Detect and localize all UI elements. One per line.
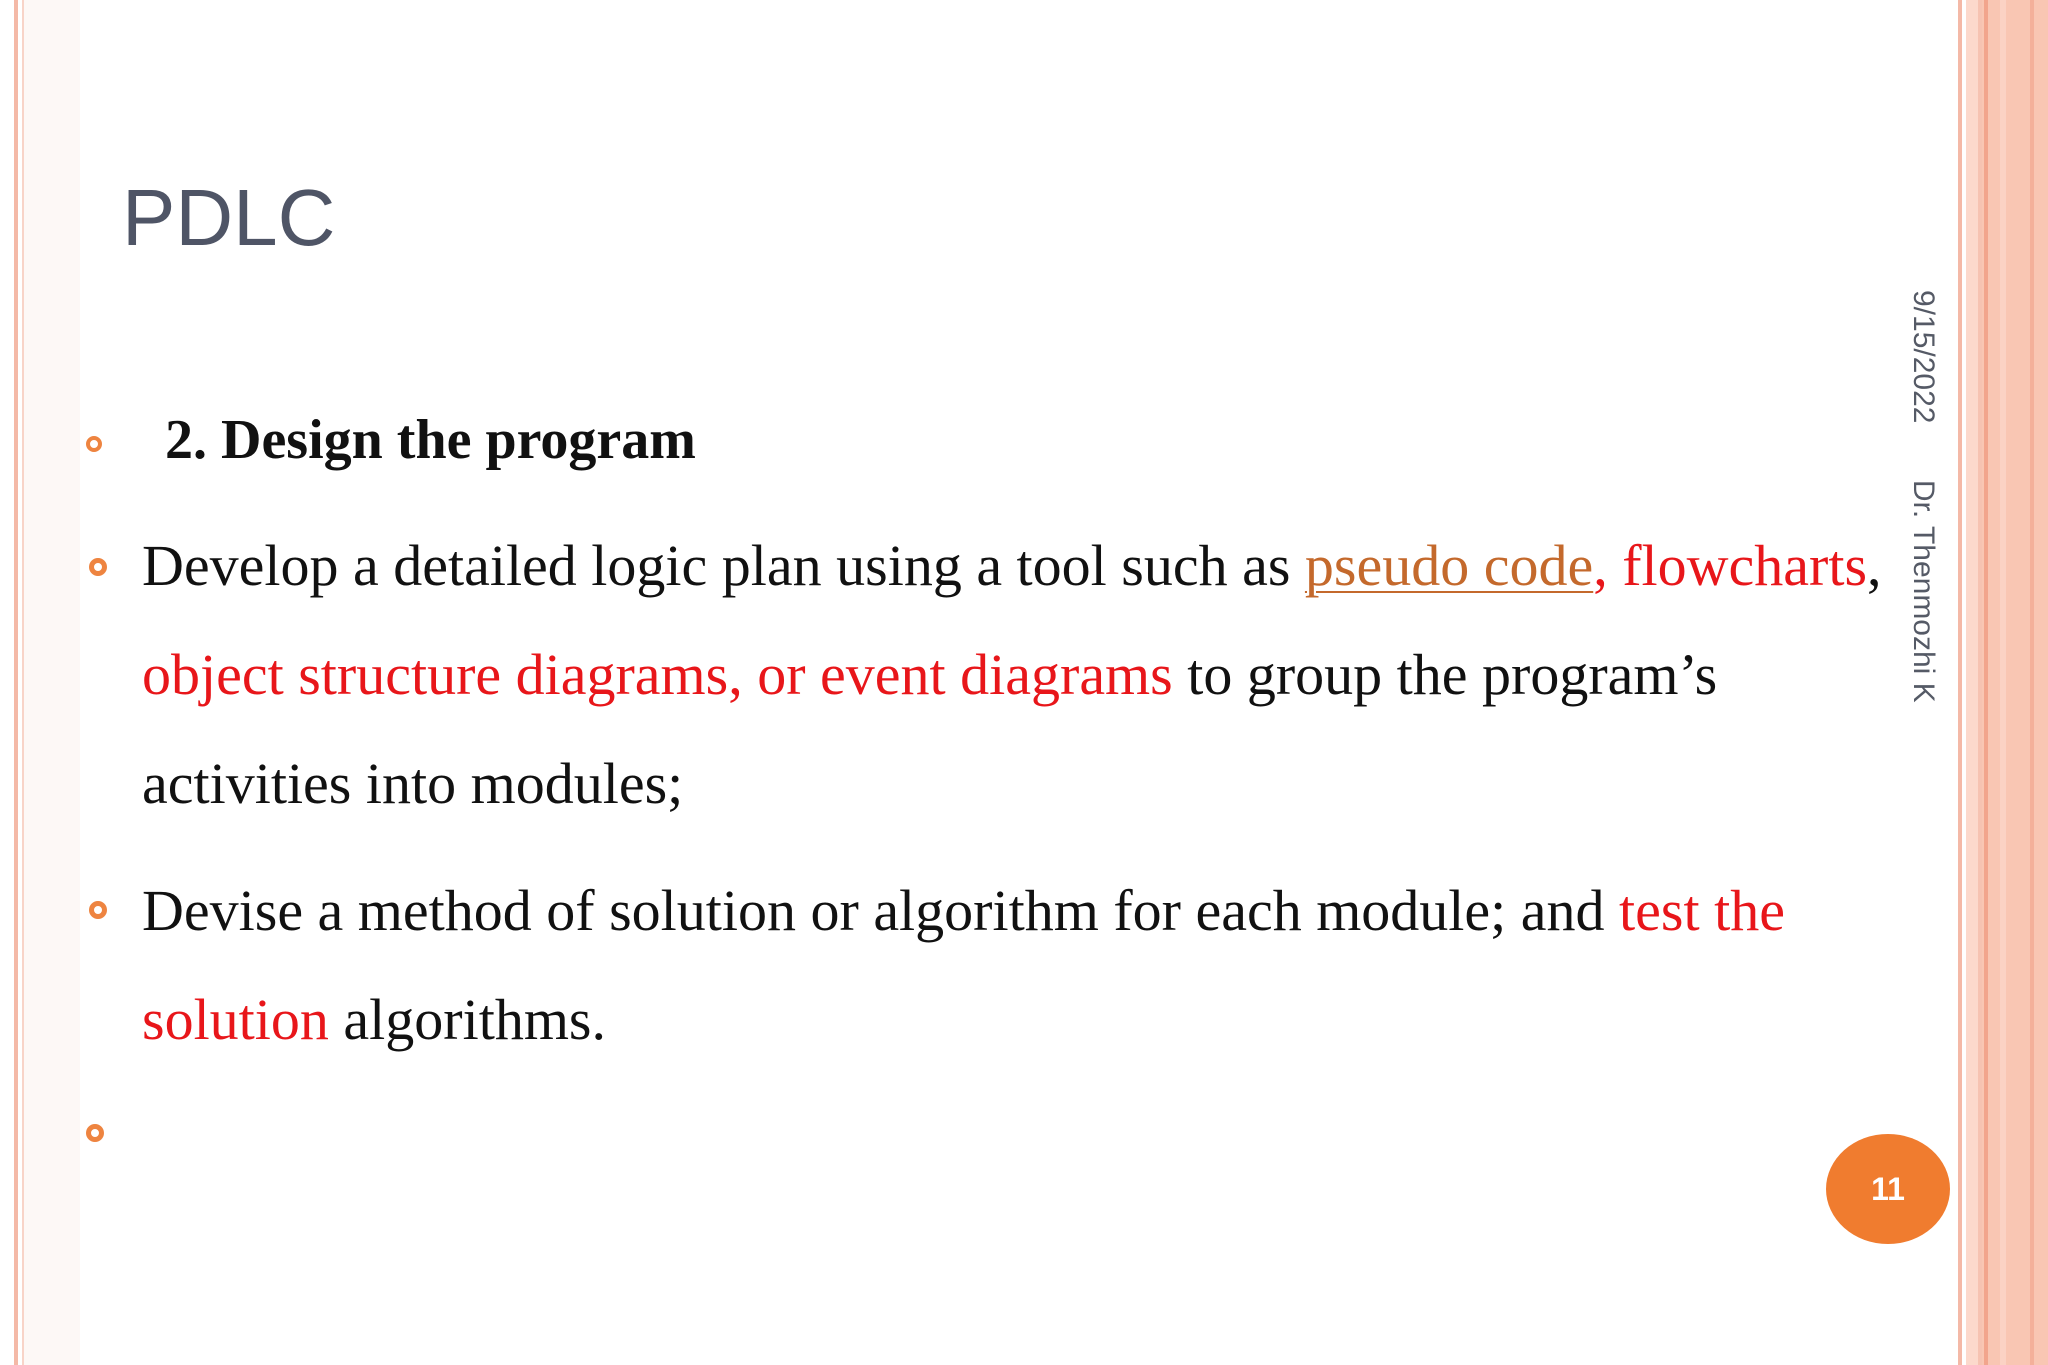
bullet-circle-icon bbox=[86, 1124, 104, 1142]
slide-title: PDLC bbox=[122, 173, 336, 262]
bullet-text-line: activities into modules; bbox=[142, 751, 684, 816]
bullet-text-line bbox=[142, 878, 1785, 943]
highlight-text: solution bbox=[142, 987, 329, 1052]
bullet-text-line bbox=[142, 533, 1882, 598]
bullet-circle-icon bbox=[86, 436, 102, 452]
bullet-circle-icon bbox=[89, 558, 107, 576]
text-segment: , bbox=[1867, 533, 1882, 598]
left-border-line bbox=[14, 0, 18, 1365]
text-segment: to group the program’s bbox=[1172, 642, 1718, 707]
footer-date: 9/15/2022 bbox=[1907, 290, 1940, 424]
right-border-stripe bbox=[2000, 0, 2006, 1365]
text-segment: Develop a detailed logic plan using a tool such as bbox=[142, 533, 1305, 598]
footer-author: Dr. Thenmozhi K bbox=[1907, 479, 1940, 703]
highlight-text: , flowcharts bbox=[1593, 533, 1868, 598]
slide-footer bbox=[1908, 290, 1938, 703]
text-segment: Devise a method of solution or algorithm for each module; and bbox=[142, 878, 1620, 943]
bullet-text-line bbox=[142, 987, 607, 1052]
pseudo-code-link[interactable]: pseudo code bbox=[1304, 533, 1594, 598]
highlight-text: test the bbox=[1619, 878, 1785, 943]
left-margin-panel bbox=[24, 0, 80, 1365]
right-border-line bbox=[1958, 0, 1962, 1365]
right-border-stripe bbox=[2030, 0, 2034, 1365]
highlight-text: object structure diagrams, or event diagrams bbox=[142, 642, 1173, 707]
section-heading: 2. Design the program bbox=[165, 409, 696, 471]
bullet-text-line bbox=[142, 642, 1718, 707]
page-number-badge: 11 bbox=[1826, 1134, 1950, 1244]
right-border-band bbox=[1966, 0, 1978, 1365]
text-segment: algorithms. bbox=[328, 987, 607, 1052]
bullet-circle-icon bbox=[89, 901, 107, 919]
right-border-stripe bbox=[1984, 0, 1988, 1365]
right-border-band-3 bbox=[1982, 0, 2048, 1365]
